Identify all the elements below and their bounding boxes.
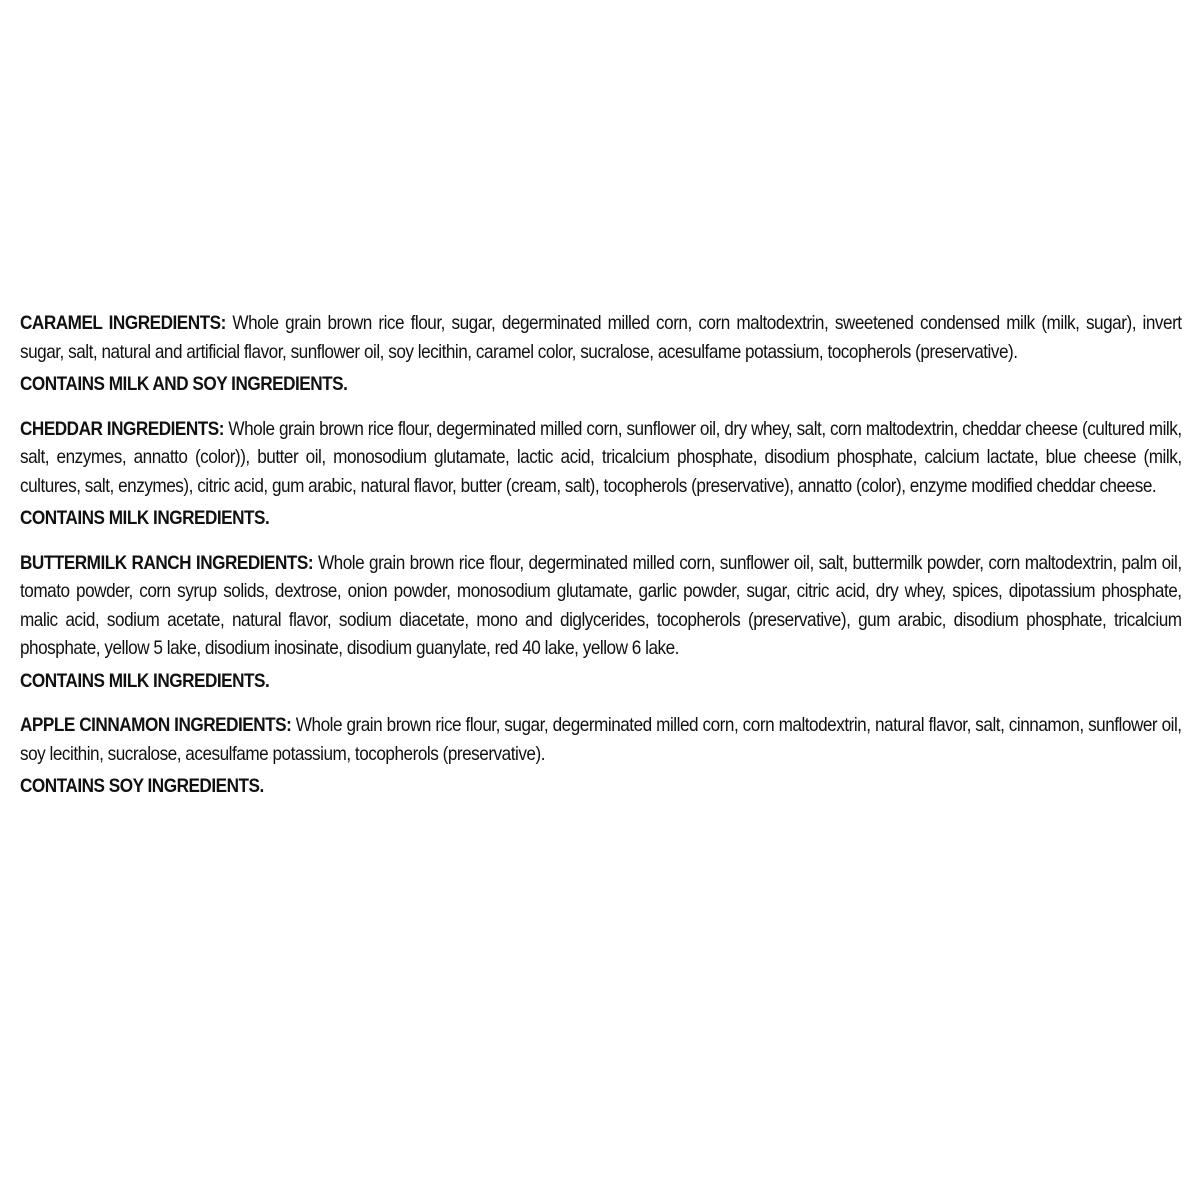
cheddar-section: [20, 415, 1182, 533]
apple-cinnamon-ingredients-text: Whole grain brown rice flour, sugar, degerminated milled corn, corn maltodextrin, natural flavor, salt, cinnamon, sunflower oil, soy lecithin, sucralose, acesulfame potassium, tocopherols (preservative).: [20, 714, 1182, 765]
caramel-ingredients-text: Whole grain brown rice flour, sugar, degerminated milled corn, corn maltodextrin, sweetened condensed milk (milk, sugar), invert sugar, salt, natural and artificial flavor, sunflower oil, soy lecithin, caramel color, sucralose, acesulfame potassium, tocopherols (preservative).: [20, 312, 1182, 363]
apple-cinnamon-ingredients-label: APPLE CINNAMON INGREDIENTS:: [20, 714, 292, 736]
buttermilk-ranch-allergen-statement: CONTAINS MILK INGREDIENTS.: [20, 669, 270, 692]
buttermilk-ranch-ingredients-paragraph: [20, 549, 1182, 663]
ingredients-document: [20, 309, 1182, 817]
buttermilk-ranch-ingredients-label: BUTTERMILK RANCH INGREDIENTS:: [20, 551, 314, 574]
cheddar-ingredients-paragraph: [20, 415, 1182, 501]
caramel-ingredients-paragraph: [20, 309, 1182, 366]
caramel-section: [20, 309, 1182, 399]
buttermilk-ranch-section: [20, 549, 1182, 696]
caramel-allergen-statement: CONTAINS MILK AND SOY INGREDIENTS.: [20, 373, 348, 395]
apple-cinnamon-allergen-statement: CONTAINS SOY INGREDIENTS.: [20, 775, 264, 797]
apple-cinnamon-ingredients-paragraph: [20, 711, 1182, 768]
caramel-ingredients-label: CARAMEL INGREDIENTS:: [20, 312, 226, 334]
cheddar-allergen-statement: CONTAINS MILK INGREDIENTS.: [20, 507, 270, 529]
buttermilk-ranch-ingredients-text: Whole grain brown rice flour, degerminated milled corn, sunflower oil, salt, buttermilk powder, corn maltodextrin, palm oil, tomato powder, corn syrup solids, dextrose, onion powder, monosodium glutamate, garlic powder, sugar, citric acid, dry whey, spices, dipotassium phosphate, malic acid, sodium acetate, natural flavor, sodium diacetate, mono and diglycerides, tocopherols (preservative), gum arabic, disodium phosphate, tricalcium phosphate, yellow 5 lake, disodium inosinate, disodium guanylate, red 40 lake, yellow 6 lake.: [20, 551, 1182, 659]
cheddar-ingredients-label: CHEDDAR INGREDIENTS:: [20, 417, 224, 440]
cheddar-ingredients-text: Whole grain brown rice flour, degerminated milled corn, sunflower oil, dry whey, salt, corn maltodextrin, cheddar cheese (cultured milk, salt, enzymes, annatto (color)), butter oil, monosodium glutamate, lactic acid, tricalcium phosphate, disodium phosphate, calcium lactate, blue cheese (milk, cultures, salt, enzymes), citric acid, gum arabic, natural flavor, butter (cream, salt), tocopherols (preservative), annatto (color), enzyme modified cheddar cheese.: [20, 417, 1182, 497]
apple-cinnamon-section: [20, 711, 1182, 801]
